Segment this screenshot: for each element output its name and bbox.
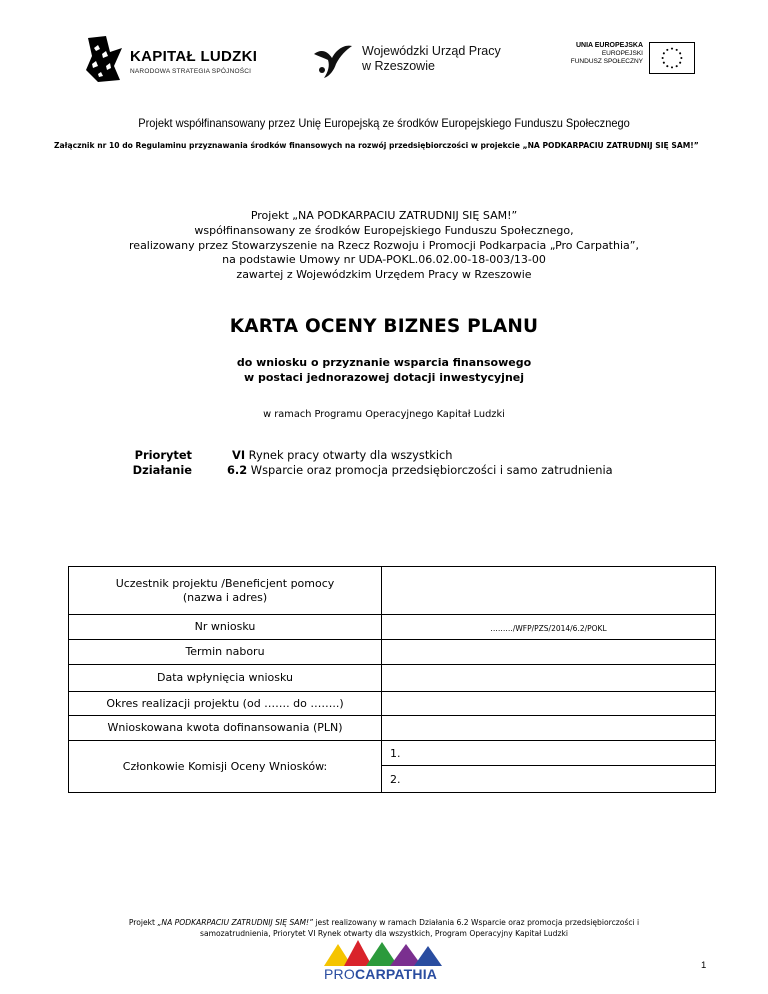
procarpathia-logo <box>318 940 448 984</box>
intro-line: realizowany przez Stowarzyszenie na Rzecz Rozwoju i Promocji Podkarpacia „Pro Carpathia”, <box>129 238 639 252</box>
procarpathia-pro: PRO <box>324 966 355 982</box>
participant-label-line2: (nazwa i adres) <box>182 590 268 604</box>
document-subtitle <box>0 355 768 385</box>
intro-line: zawartej z Wojewódzkim Urzędem Pracy w Rzeszowie <box>236 268 532 282</box>
wup-name-line1: Wojewódzki Urząd Pracy <box>362 44 501 58</box>
footer-part1: Projekt <box>128 918 158 927</box>
eu-text <box>571 42 643 66</box>
eu-line3: FUNDUSZ SPOŁECZNY <box>570 58 643 65</box>
participant-field[interactable] <box>382 567 716 615</box>
kapital-ludzki-subtitle: NARODOWA STRATEGIA SPÓJNOŚCI <box>130 68 252 75</box>
footer-project-name: „NA PODKARPACIU ZATRUDNIJ SIĘ SAM!” <box>157 918 313 927</box>
footer-part2: jest realizowany w ramach Działania 6.2 Wsparcie oraz promocja przedsiębiorczości i <box>313 918 640 927</box>
footer-line2: samozatrudnienia, Priorytet VI Rynek otwarty dla wszystkich, Program Operacyjny Kapitał Ludzki <box>200 929 568 938</box>
form-row-komisja-1 <box>69 741 716 766</box>
form-row-kwota <box>69 716 716 741</box>
form-row-data <box>69 665 716 692</box>
document-title: KARTA OCENY BIZNES PLANU <box>229 316 539 337</box>
form-row-termin <box>69 640 716 665</box>
cofinancing-header: Projekt współfinansowany przez Unię Europejską ze środków Europejskiego Funduszu Społecznego <box>138 116 630 130</box>
form-row-okres <box>69 692 716 716</box>
data-wplyniecia-field[interactable] <box>382 665 716 692</box>
termin-field[interactable] <box>382 640 716 665</box>
kapital-ludzki-name: KAPITAŁ LUDZKI <box>130 48 258 65</box>
wup-rzeszow-logo <box>312 40 512 80</box>
header-logos <box>0 34 768 84</box>
okres-label: Okres realizacji projektu (od ……. do ……..) <box>69 692 382 716</box>
dzialanie-value <box>227 463 613 478</box>
intro-line: współfinansowany ze środków Europejskiego Funduszu Społecznego, <box>194 223 574 237</box>
page-number: 1 <box>701 960 707 971</box>
wup-name <box>362 44 501 74</box>
priorytet-value <box>232 448 453 463</box>
kwota-label: Wnioskowana kwota dofinansowania (PLN) <box>69 716 382 741</box>
nr-label: Nr wniosku <box>69 615 382 640</box>
page-footer <box>0 917 768 939</box>
procarpathia-mountains-icon <box>324 940 442 966</box>
dzialanie-code: 6.2 <box>227 463 248 477</box>
eu-line1: UNIA EUROPEJSKA <box>575 42 643 49</box>
project-intro <box>0 209 768 283</box>
wup-name-line2: w Rzeszowie <box>362 59 435 73</box>
komisja-label: Członkowie Komisji Oceny Wniosków: <box>69 741 382 793</box>
dzialanie-label: Działanie <box>132 463 192 477</box>
participant-label-line1: Uczestnik projektu /Beneficjent pomocy <box>115 576 335 590</box>
eu-efs-logo <box>565 40 705 80</box>
okres-field[interactable] <box>382 692 716 716</box>
subtitle-line1: do wniosku o przyznanie wsparcia finansowego <box>236 356 532 369</box>
footer-line1 <box>0 917 768 928</box>
kapital-ludzki-emblem-icon <box>84 36 124 82</box>
nr-value: ………/WFP/PZS/2014/6.2/POKL <box>490 623 607 633</box>
procarpathia-name <box>324 966 437 982</box>
subtitle-line2: w postaci jednorazowej dotacji inwestycyjnej <box>243 371 525 384</box>
data-wplyniecia-label: Data wpłynięcia wniosku <box>69 665 382 692</box>
komisja-member-field[interactable]: 2. <box>382 766 716 793</box>
eu-flag-icon <box>649 42 695 74</box>
kapital-ludzki-logo <box>84 36 274 82</box>
form-row-participant <box>69 567 716 615</box>
priorytet-text: Rynek pracy otwarty dla wszystkich <box>245 448 453 462</box>
wup-bird-icon <box>312 40 354 80</box>
form-row-nr <box>69 615 716 640</box>
procarpathia-carpathia: CARPATHIA <box>354 966 438 982</box>
intro-line: na podstawie Umowy nr UDA-POKL.06.02.00-18-003/13-00 <box>222 253 546 267</box>
termin-label: Termin naboru <box>69 640 382 665</box>
participant-label <box>69 567 382 615</box>
nr-field[interactable] <box>382 615 716 640</box>
evaluation-form-table <box>68 566 716 793</box>
priorytet-label: Priorytet <box>134 448 192 462</box>
program-name: w ramach Programu Operacyjnego Kapitał Ludzki <box>263 409 505 420</box>
eu-line2: EUROPEJSKI <box>601 50 643 57</box>
dzialanie-text: Wsparcie oraz promocja przedsiębiorczości i samo zatrudnienia <box>247 463 613 477</box>
kwota-field[interactable] <box>382 716 716 741</box>
komisja-member-field[interactable]: 1. <box>382 741 716 766</box>
priorytet-code: VI <box>232 448 246 462</box>
intro-line: Projekt „NA PODKARPACIU ZATRUDNIJ SIĘ SAM!” <box>250 209 518 222</box>
attachment-note: Załącznik nr 10 do Regulaminu przyznawania środków finansowych na rozwój przedsiębiorczości w projekcie „NA PODKARPACIU ZATRUDNIJ SIĘ SAM!” <box>54 141 699 150</box>
